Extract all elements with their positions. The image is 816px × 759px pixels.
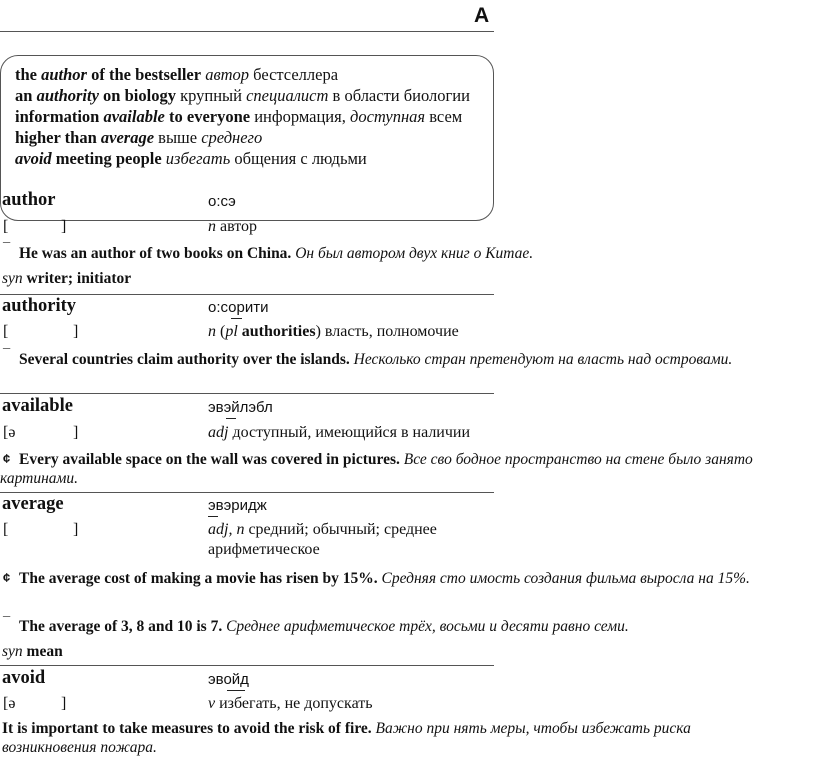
example-avoid: It is important to take measures to avoid the risk of fire. Важно при нять меры, чтобы избежать риска возникновения пожара. <box>2 720 691 756</box>
example-bullet: ¢ <box>3 451 11 466</box>
section-letter: A <box>474 4 490 27</box>
transcription-close: ] <box>73 424 79 441</box>
transcription-open: [ <box>3 323 9 340</box>
collocation-line-2: an authority on biology крупный специалист в области биологии <box>15 86 470 105</box>
pronunciation-average: эвэридж <box>208 497 267 514</box>
collocation-line-4: higher than average выше среднего <box>15 128 263 147</box>
definition-avoid: v избегать, не допускать <box>208 695 373 712</box>
headword-author: author <box>2 190 56 210</box>
headword-authority: authority <box>2 296 76 316</box>
example-average-1: The average cost of making a movie has risen by 15%. Средняя сто имость создания фильма выросла на 15%. <box>19 570 750 587</box>
example-bullet: ¢ <box>3 570 11 585</box>
headword-available: available <box>2 396 73 416</box>
transcription-close: ] <box>73 521 79 538</box>
definition-author: n автор <box>208 218 258 235</box>
definition-authority: n (pl authorities) власть, полномочие <box>208 323 459 340</box>
example-bullet: ¯ <box>3 240 11 255</box>
stress-mark <box>226 418 236 419</box>
transcription-open: [ə <box>3 424 16 441</box>
entry-divider <box>0 393 494 394</box>
definition-average: adj, n средний; обычный; среднее <box>208 521 437 538</box>
pronunciation-author: о:сэ <box>208 193 236 210</box>
stress-mark <box>227 690 245 691</box>
stress-mark <box>208 516 218 517</box>
entry-divider <box>0 294 494 295</box>
entry-divider <box>0 492 494 493</box>
transcription-close: ] <box>61 218 67 235</box>
example-available: Every available space on the wall was covered in pictures. Все сво бодное пространство на стене было занято картинами. <box>0 451 753 487</box>
headword-avoid: avoid <box>2 668 46 688</box>
stress-mark <box>231 318 242 319</box>
transcription-open: [ <box>3 218 9 235</box>
headword-average: average <box>2 494 64 514</box>
definition-average-cont: арифметическое <box>208 541 320 558</box>
synonyms-author: syn writer; initiator <box>2 270 132 287</box>
example-authority: Several countries claim authority over the islands. Несколько стран претендуют на власть над островами. <box>19 351 733 368</box>
transcription-open: [ <box>3 521 9 538</box>
transcription-open: [ə <box>3 695 16 712</box>
header-rule <box>0 31 494 32</box>
example-bullet: ¯ <box>3 346 11 361</box>
transcription-close: ] <box>61 695 67 712</box>
definition-available: adj доступный, имеющийся в наличии <box>208 424 471 441</box>
collocation-line-5: avoid meeting people избегать общения с людьми <box>15 149 367 168</box>
collocation-line-1: the author of the bestseller автор бестселлера <box>15 65 339 84</box>
collocation-line-3: information available to everyone информация, доступная всем <box>15 107 463 126</box>
entry-divider <box>0 665 494 666</box>
synonyms-average: syn mean <box>2 643 63 660</box>
example-author: He was an author of two books on China. Он был автором двух книг о Китае. <box>19 245 534 262</box>
example-bullet: ¯ <box>3 614 11 629</box>
transcription-close: ] <box>73 323 79 340</box>
pronunciation-authority: о:сорити <box>208 299 269 316</box>
example-average-2: The average of 3, 8 and 10 is 7. Среднее арифметическое трёх, восьми и десяти равно семи. <box>19 618 629 635</box>
pronunciation-available: эвэйлэбл <box>208 399 273 416</box>
pronunciation-avoid: эвойд <box>208 671 249 688</box>
